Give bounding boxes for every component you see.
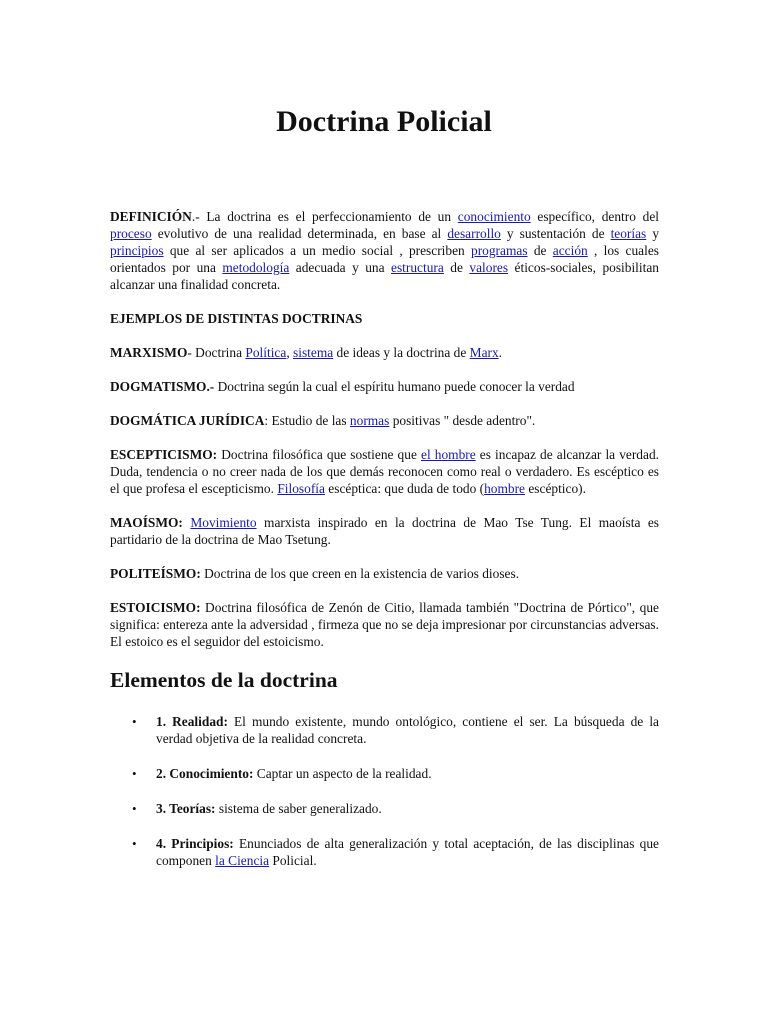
bullet-icon: • [132,714,137,729]
dogmatica-label: DOGMÁTICA JURÍDICA [110,413,265,428]
link-normas[interactable]: normas [349,413,390,428]
text: marxista inspirado en la doctrina de Mao Tse Tung. El maoísta es partidario de la doctrina de Mao Tsetung. [110,515,659,547]
list-item [110,765,659,782]
text: de [527,243,553,258]
link-hombre[interactable]: hombre [484,481,525,496]
text: evolutivo de una realidad determinada, en base al [151,226,448,241]
examples-heading-text: EJEMPLOS DE DISTINTAS DOCTRINAS [110,311,363,326]
text: positivas " desde adentro". [389,413,536,428]
politeismo-paragraph [110,565,659,582]
text: Captar un aspecto de la realidad. [253,766,432,781]
link-programas[interactable]: programas [471,243,528,258]
estoicismo-paragraph [110,599,659,650]
text: Doctrina filosófica de Zenón de Citio, llamada también "Doctrina de Pórtico", que significa: entereza ante la adversidad , firmeza que no se deja impresionar por circunstancias adversas. El estoico es el seguidor del estoicismo. [110,600,659,649]
examples-heading [110,310,659,327]
link-accion[interactable]: acción [552,243,588,258]
list-item [110,835,659,869]
text: . [498,345,503,360]
text: Doctrina de los que creen en la existencia de varios dioses. [200,566,520,581]
link-movimiento[interactable]: Movimiento [190,515,257,530]
text: .- La doctrina es el perfeccionamiento de un [191,209,458,224]
text: - Doctrina [187,345,246,360]
text: Enunciados de alta generalización y total aceptación, de las disciplinas que componen [156,836,659,868]
link-la-ciencia[interactable]: la Ciencia [215,853,270,868]
link-metodologia[interactable]: metodología [222,260,290,275]
link-politica[interactable]: Política [245,345,287,360]
link-marx[interactable]: Marx [469,345,499,360]
text: : Estudio de las [264,413,350,428]
element-label: 3. Teorías: [156,801,216,816]
text: Doctrina según la cual el espíritu humano puede conocer la verdad [214,379,575,394]
element-label: 2. Conocimiento: [156,766,254,781]
dogmatica-paragraph [110,412,659,429]
link-desarrollo[interactable]: desarrollo [447,226,501,241]
text: éticos-sociales, posibilitan alcanzar una finalidad concreta. [110,260,659,292]
link-sistema[interactable]: sistema [293,345,334,360]
list-item [110,800,659,817]
marxismo-label: MARXISMO [110,345,188,360]
text: escéptica: que duda de todo ( [324,481,485,496]
link-teorias[interactable]: teorías [610,226,647,241]
politeismo-label: POLITEÍSMO: [110,566,201,581]
text: Policial. [269,853,317,868]
elements-list [110,713,659,869]
text: que al ser aplicados a un medio social , prescriben [163,243,472,258]
text: de ideas y la doctrina de [333,345,470,360]
text: , los cuales orientados por una [110,243,659,275]
text: El mundo existente, mundo ontológico, contiene el ser. La búsqueda de la verdad objetiva de la realidad concreta. [156,714,659,746]
estoicismo-label: ESTOICISMO: [110,600,201,615]
escepticismo-paragraph [110,446,659,497]
definition-paragraph [110,208,659,293]
escepticismo-label: ESCEPTICISMO: [110,447,218,462]
text: y sustentación de [500,226,611,241]
dogmatismo-paragraph [110,378,659,395]
dogmatismo-label: DOGMATISMO.- [110,379,215,394]
link-proceso[interactable]: proceso [110,226,152,241]
text: sistema de saber generalizado. [215,801,382,816]
page-title: Doctrina Policial [276,105,492,138]
text: específico, dentro del [530,209,659,224]
maoismo-label: MAOÍSMO: [110,515,183,530]
text: adecuada y una [289,260,392,275]
text: es incapaz de alcanzar la verdad. Duda, tendencia o no creer nada de los que demás reconocen como real o verdadero. Es escéptico es el que profesa el escepticismo. [110,447,659,496]
link-principios[interactable]: principios [110,243,164,258]
link-el-hombre[interactable]: el hombre [421,447,476,462]
elements-heading: Elementos de la doctrina [110,668,338,692]
link-filosofia[interactable]: Filosofía [277,481,325,496]
document-body [110,208,659,887]
text: de [443,260,470,275]
bullet-icon: • [132,801,137,816]
marxismo-paragraph [110,344,659,361]
link-valores[interactable]: valores [469,260,509,275]
bullet-icon: • [132,766,137,781]
text: y [646,226,660,241]
bullet-icon: • [132,836,137,851]
link-conocimiento[interactable]: conocimiento [457,209,531,224]
text: , [286,345,294,360]
link-estructura[interactable]: estructura [391,260,444,275]
text: escéptico). [525,481,586,496]
element-label: 1. Realidad: [156,714,228,729]
maoismo-paragraph [110,514,659,548]
text: Doctrina filosófica que sostiene que [217,447,421,462]
element-label: 4. Principios: [156,836,234,851]
definition-label: DEFINICIÓN [110,209,192,224]
list-item [110,713,659,747]
